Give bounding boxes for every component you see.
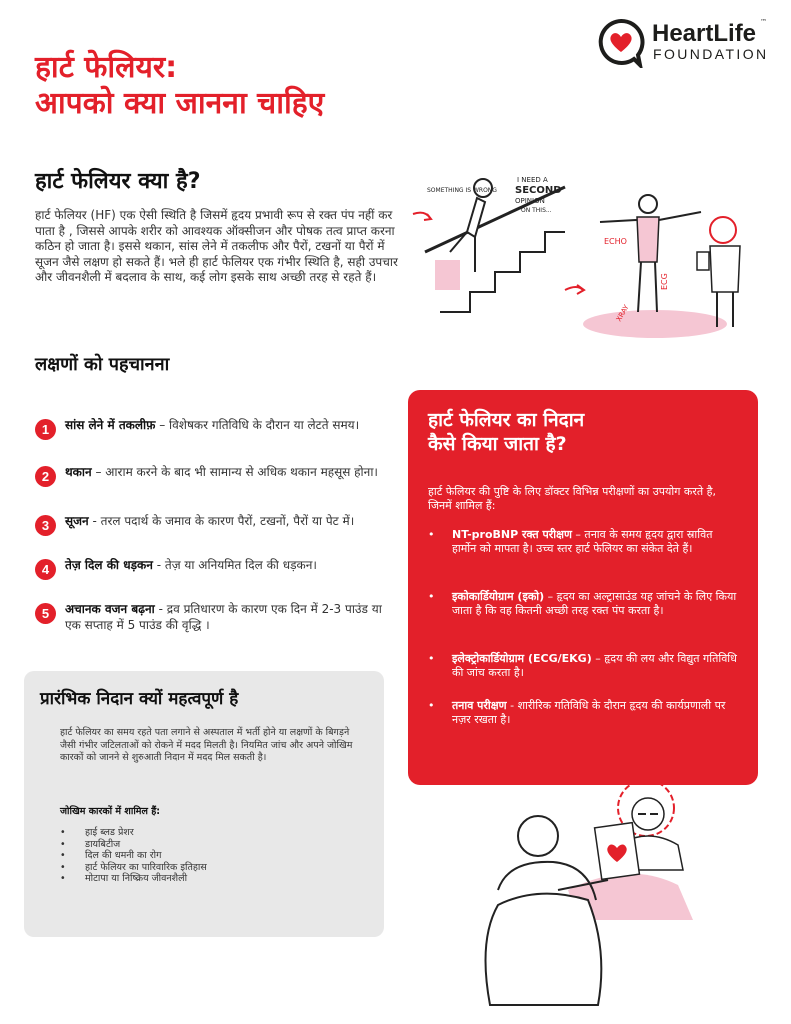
list-item: • डायबिटीज [60,839,207,851]
page-title-line2: आपको क्या जानना चाहिए [35,86,325,121]
list-item: • हाई ब्लड प्रेशर [60,827,207,839]
symptom-title: अचानक वजन बढ़ना [65,602,155,616]
speech-line-1: I NEED A [517,176,548,184]
symptom-title: थकान [65,465,92,479]
symptom-title: सांस लेने में तकलीफ़ [65,418,156,432]
test-title: इकोकार्डियोग्राम (इको) [452,590,545,603]
bullet: • [428,590,435,603]
bullet: • [428,528,435,541]
heart-speech-bubble-icon [596,18,646,68]
symptom-desc: – आराम करने के बाद भी सामान्य से अधिक थकान महसूस होना। [91,465,378,479]
symptom-desc: - तेज़ या अनियमित दिल की धड़कन। [152,558,317,572]
diagnosis-heading-line1: हार्ट फेलियर का निदान [428,409,585,431]
ecg-label: ECG [660,273,669,290]
list-item: • हार्ट फेलियर का पारिवारिक इतिहास [60,862,207,874]
symptom-title: तेज़ दिल की धड़कन [65,558,153,572]
doctor-visit-illustration [405,162,760,342]
consultation-illustration [478,770,723,1010]
symptom-desc: – विशेषकर गतिविधि के दौरान या लेटते समय। [155,418,360,432]
list-item: • मोटापा या निष्क्रिय जीवनशैली [60,873,207,885]
symptom-desc: - तरल पदार्थ के जमाव के कारण पैरों, टखनों, पैरों या पेट में। [88,514,355,528]
test-desc: – हृदय का अल्ट्रासाउंड यह जांचने के लिए किया जाता है कि वह कितनी अच्छी तरह रक्त पंप करता है। [452,590,737,617]
test-title: तनाव परीक्षण [452,699,507,712]
symptom-number: 1 [35,419,56,440]
risk-factors-list [60,827,207,885]
echo-label: ECHO [604,237,627,246]
test-title: इलेक्ट्रोकार्डियोग्राम (ECG/EKG) [452,652,592,665]
page-title-line1: हार्ट फेलियर: [35,50,178,85]
page-title [35,50,455,122]
list-item: • दिल की धमनी का रोग [60,850,207,862]
logo-name: HeartLife [652,20,757,47]
diagnosis-heading-line2: कैसे किया जाता है? [428,433,567,455]
bullet: • [428,699,435,712]
early-diagnosis-heading: प्रारंभिक निदान क्यों महत्वपूर्ण है [40,689,239,709]
stairs-note: SOMETHING IS WRONG [427,187,497,194]
test-desc: – हृदय की लय और विद्युत गतिविधि की जांच करता है। [452,652,737,679]
what-is-body: हार्ट फेलियर (HF) एक ऐसी स्थिति है जिसमें हृदय प्रभावी रूप से रक्त पंप नहीं कर पाता है , जिससे आपके शरीर को आवश्यक ऑक्सीजन और पोषक तत्व प्राप्त करना कठिन हो जाता है। इससे थकान, सांस लेने में तकलीफ और पैरों, टखनों या पैरों में सूजन जैसे लक्षण हो सकते हैं। भले ही हार्ट फेलियर एक गंभीर स्थिति है, सही उपचार और जीवनशैली में बदलाव के साथ, कई लोग इसके साथ अच्छी तरह से रहते हैं। [35,208,398,284]
diagnosis-intro: हार्ट फेलियर की पुष्टि के लिए डॉक्टर विभिन्न परीक्षणों का उपयोग करते है, जिनमें शामिल हैं: [428,485,716,512]
what-is-heading: हार्ट फेलियर क्या है? [35,169,201,194]
early-diagnosis-body: हार्ट फेलियर का समय रहते पता लगाने से अस्पताल में भर्ती होने या लक्षणों के बिगड़ने जैसी गंभीर जटिलताओं को रोकने में मदद मिलती है। नियमित जांच और अपने जोखिम कारकों को जानने से शुरुआती निदान में मदद मिल सकती है। [60,727,353,763]
speech-line-2: SECOND [515,185,562,196]
speech-line-3: OPINION [515,197,545,205]
symptoms-heading: लक्षणों को पहचानना [35,354,170,375]
symptom-number: 3 [35,515,56,536]
xray-label: XRAY [614,303,631,323]
risk-factors-heading: जोखिम कारकों में शामिल हैं: [60,806,161,817]
symptom-title: सूजन [65,514,89,528]
trademark-mark: ™ [760,18,767,26]
logo-subtitle: FOUNDATION [653,46,769,62]
test-desc: - शारीरिक गतिविधि के दौरान हृदय की कार्यप्रणाली पर नज़र रखता है। [452,699,726,726]
symptom-desc: - द्रव प्रतिधारण के कारण एक दिन में 2-3 पाउंड या एक सप्ताह में 5 पाउंड की वृद्धि । [65,602,382,632]
bullet: • [428,652,435,665]
speech-line-4: ON THIS... [521,207,552,214]
symptom-number: 5 [35,603,56,624]
symptom-number: 4 [35,559,56,580]
test-title: NT-proBNP रक्त परीक्षण [452,528,572,541]
test-desc: – तनाव के समय हृदय द्वारा स्रावित हार्मोन को मापता है। उच्च स्तर हार्ट फेलियर का संकेत देते हैं। [452,528,713,555]
diagnosis-heading [428,408,748,456]
symptom-number: 2 [35,466,56,487]
